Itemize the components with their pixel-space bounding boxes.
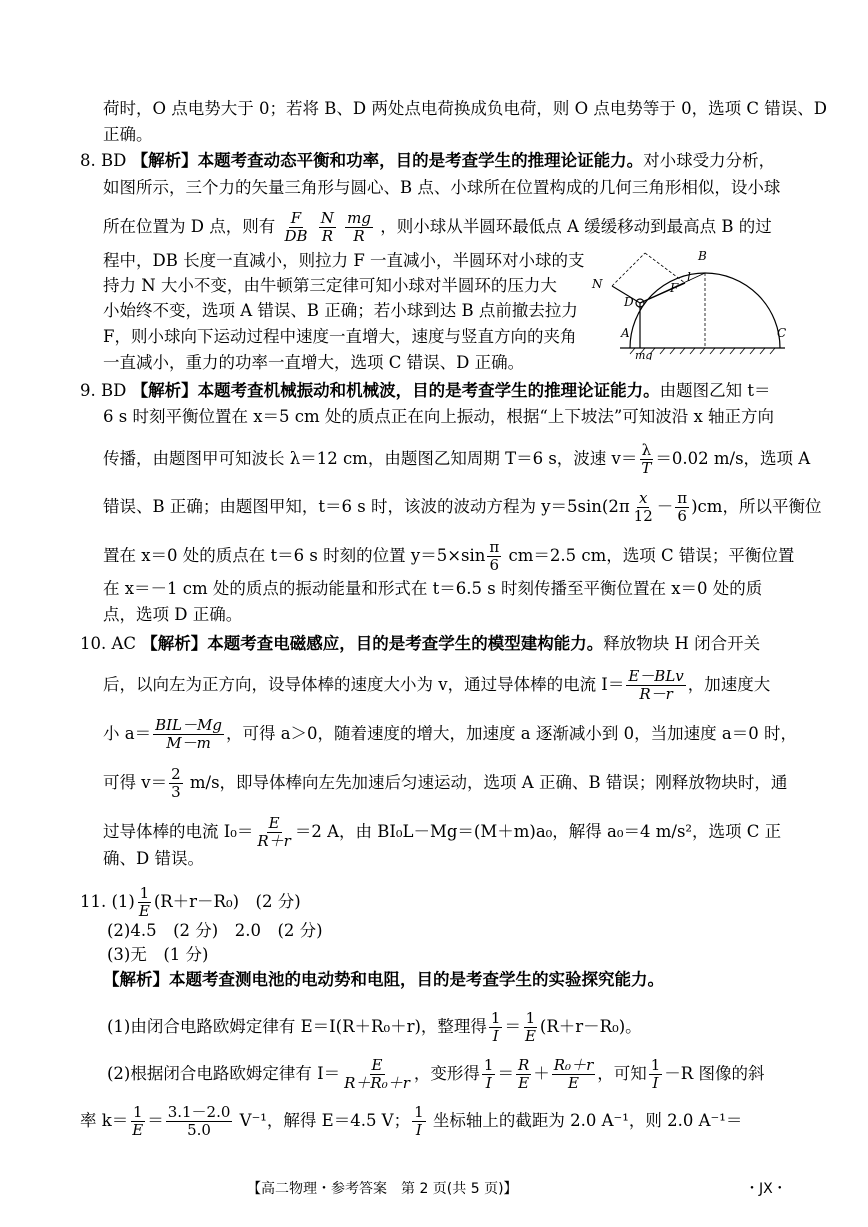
denominator: E bbox=[138, 902, 150, 920]
text-line: 程中，DB 长度一直减小，则拉力 F 一直减小，半圆环对小球的支 bbox=[103, 251, 585, 270]
q11-line3 bbox=[80, 1104, 742, 1139]
q11-answer-1 bbox=[80, 885, 301, 920]
footer-code: ・JX・ bbox=[745, 1181, 787, 1197]
numerator: R₀＋r bbox=[553, 1056, 594, 1074]
fraction bbox=[649, 1057, 663, 1092]
numerator: E bbox=[371, 1056, 383, 1074]
text: 所在位置为 D 点，则有 bbox=[103, 217, 276, 236]
q11-line2 bbox=[107, 1057, 764, 1092]
text: ＝2 A，由 BI₀L－Mg＝(M＋m)a₀，解得 a₀＝4 m/s²，选项 C 正 bbox=[294, 822, 782, 841]
numerator: 1 bbox=[650, 1056, 661, 1074]
q9-line3 bbox=[103, 442, 810, 477]
force-diagram bbox=[590, 248, 790, 360]
fraction bbox=[489, 1010, 503, 1045]
q9-tag: 【解析】本题考查机械振动和机械波，目的是考查学生的推理论证能力。 bbox=[131, 381, 660, 400]
footer-page-info: 【高二物理・参考答案 第 2 页(共 5 页)】 bbox=[247, 1181, 518, 1197]
text: 小 a＝ bbox=[103, 724, 152, 743]
aux-line bbox=[645, 253, 685, 283]
q8-tag: 【解析】本题考查动态平衡和功率，目的是考查学生的推理论证能力。 bbox=[131, 151, 644, 170]
label-C: C bbox=[777, 326, 787, 340]
numerator: x bbox=[638, 489, 648, 507]
label-l: l bbox=[687, 270, 691, 284]
numerator: BIL－Mg bbox=[155, 716, 222, 734]
q10-line5 bbox=[103, 815, 781, 850]
q10-line3 bbox=[103, 717, 797, 752]
text: 坐标轴上的截距为 2.0 A⁻¹，则 2.0 A⁻¹＝ bbox=[427, 1111, 743, 1130]
fraction bbox=[130, 1104, 145, 1139]
q8-number: 8. BD bbox=[80, 151, 127, 170]
denominator: E bbox=[132, 1121, 144, 1139]
text: 11. (1) bbox=[80, 892, 135, 911]
text-line: 正确。 bbox=[103, 125, 153, 144]
fraction bbox=[319, 210, 336, 245]
q11-answer-2: (2)4.5 (2 分) 2.0 (2 分) bbox=[107, 921, 323, 940]
text-line: 一直减小，重力的功率一直增大，选项 C 错误、D 正确。 bbox=[103, 353, 525, 372]
q8-equation-line bbox=[103, 210, 772, 245]
text-line: 持力 N 大小不变，由牛顿第三定律可知小球对半圆环的压力大 bbox=[103, 276, 557, 295]
q8-header bbox=[80, 150, 775, 172]
q9-line4: 错误、B 正确；由题图甲知，t＝6 s 时，该波的波动方程为 y＝5sin(2π $\frac{x}{12}$ － $\frac{\pi}{6}$ )cm，所以平衡位 bbox=[103, 489, 822, 525]
denominator: I bbox=[652, 1074, 659, 1092]
q9-number: 9. BD bbox=[80, 381, 127, 400]
text: 对小球受力分析， bbox=[643, 151, 776, 170]
denominator: 3 bbox=[171, 783, 181, 801]
label-A: A bbox=[621, 326, 630, 340]
denominator: I bbox=[415, 1121, 422, 1139]
denominator: 12 bbox=[633, 507, 653, 525]
denominator: T bbox=[641, 459, 652, 477]
denominator: I bbox=[485, 1074, 492, 1092]
denominator: R－r bbox=[639, 685, 673, 703]
numerator: E bbox=[268, 814, 280, 832]
text-line: 点，选项 D 正确。 bbox=[103, 605, 243, 624]
text: －R 图像的斜 bbox=[664, 1064, 765, 1083]
numerator: 1 bbox=[139, 884, 150, 902]
text: 置在 x＝0 处的质点在 t＝6 s 时刻的位置 y＝5×sin bbox=[103, 546, 486, 565]
text: 释放物块 H 闭合开关 bbox=[603, 634, 761, 653]
denominator: 5.0 bbox=[187, 1121, 211, 1139]
denominator: E bbox=[524, 1027, 536, 1045]
numerator: λ bbox=[641, 441, 652, 459]
numerator: E－BLv bbox=[628, 667, 684, 685]
denominator: R bbox=[321, 227, 333, 245]
label-N: N bbox=[592, 277, 603, 291]
fraction bbox=[523, 1010, 538, 1045]
denominator: I bbox=[492, 1027, 499, 1045]
text-line: 如图所示，三个力的矢量三角形与圆心、B 点、小球所在位置构成的几何三角形相似，设小球 bbox=[103, 178, 781, 197]
fraction bbox=[342, 1057, 412, 1092]
fraction bbox=[169, 766, 183, 801]
numerator: 1 bbox=[132, 1103, 143, 1121]
fraction bbox=[516, 1057, 531, 1092]
text: (2)根据闭合电路欧姆定律有 I＝ bbox=[107, 1064, 341, 1083]
numerator: 2 bbox=[171, 765, 181, 783]
fraction bbox=[552, 1057, 595, 1092]
text: (R＋r－R₀)。 bbox=[539, 1017, 642, 1036]
denominator: R＋r bbox=[257, 832, 291, 850]
numerator: 3.1－2.0 bbox=[167, 1103, 231, 1121]
aux-line bbox=[612, 253, 645, 286]
numerator: π bbox=[489, 538, 500, 556]
text: ＝ bbox=[147, 1111, 164, 1130]
fraction bbox=[675, 490, 689, 525]
q9-line5 bbox=[103, 539, 794, 574]
text: ，可知 bbox=[597, 1064, 647, 1083]
q10-tag: 【解析】本题考查电磁感应，目的是考查学生的模型建构能力。 bbox=[141, 634, 604, 653]
denominator: E bbox=[518, 1074, 530, 1092]
fraction bbox=[282, 210, 309, 245]
numerator: 1 bbox=[525, 1009, 536, 1027]
numerator: F bbox=[290, 209, 302, 227]
numerator: 1 bbox=[414, 1103, 424, 1121]
text: ＝0.02 m/s，选项 A bbox=[655, 449, 811, 468]
q10-number: 10. AC bbox=[80, 634, 137, 653]
denominator: DB bbox=[284, 227, 308, 245]
fraction bbox=[639, 442, 653, 477]
text: )cm，所以平衡位 bbox=[691, 497, 822, 516]
q11-tag: 【解析】本题考查测电池的电动势和电阻，目的是考查学生的实验探究能力。 bbox=[103, 970, 664, 989]
numerator: π bbox=[677, 489, 688, 507]
fraction bbox=[412, 1104, 426, 1139]
text: ，可得 a＞0，随着速度的增大，加速度 a 逐渐减小到 0，当加速度 a＝0 时， bbox=[225, 724, 797, 743]
text: V⁻¹，解得 E＝4.5 V； bbox=[234, 1111, 411, 1130]
fraction bbox=[153, 717, 224, 752]
fraction bbox=[137, 885, 152, 920]
text: ，加速度大 bbox=[687, 675, 771, 694]
denominator: 6 bbox=[489, 556, 500, 574]
q11-line1 bbox=[107, 1010, 642, 1045]
fraction bbox=[487, 539, 501, 574]
q10-header bbox=[80, 633, 760, 655]
text-line: 在 x＝－1 cm 处的质点的振动能量和形式在 t＝6.5 s 时刻传播至平衡位置在 x＝0 处的质 bbox=[103, 579, 763, 598]
denominator: R bbox=[353, 227, 365, 245]
denominator: R＋R₀＋r bbox=[344, 1074, 410, 1092]
text-line: 确、D 错误。 bbox=[103, 849, 204, 868]
q11-answer-3: (3)无 (1 分) bbox=[107, 945, 209, 964]
text: 可得 v＝ bbox=[103, 773, 168, 792]
numerator: N bbox=[320, 209, 334, 227]
fraction bbox=[166, 1104, 233, 1139]
text: ，变形得 bbox=[413, 1064, 480, 1083]
label-F: F bbox=[670, 281, 679, 295]
text: ＋ bbox=[533, 1064, 550, 1083]
text: 传播，由题图甲可知波长 λ＝12 cm，由题图乙知周期 T＝6 s，波速 v＝ bbox=[103, 449, 638, 468]
fraction bbox=[255, 815, 292, 850]
text: ＝ bbox=[504, 1017, 521, 1036]
denominator: E bbox=[568, 1074, 579, 1092]
text: 错误、B 正确；由题图甲知，t＝6 s 时，该波的波动方程为 y＝5sin(2π bbox=[103, 497, 630, 516]
fraction bbox=[345, 210, 373, 245]
denominator: 6 bbox=[677, 507, 687, 525]
text-line: 荷时，O 点电势大于 0；若将 B、D 两处点电荷换成负电荷，则 O 点电势等于 0，选项 C 错误、D bbox=[103, 99, 827, 118]
text: 率 k＝ bbox=[80, 1111, 129, 1130]
q10-line2 bbox=[103, 668, 770, 703]
label-mg: mg bbox=[635, 349, 653, 360]
text: 由题图乙知 t＝ bbox=[659, 381, 771, 400]
text: cm＝2.5 cm，选项 C 错误；平衡位置 bbox=[503, 546, 795, 565]
numerator: 1 bbox=[490, 1009, 501, 1027]
fraction bbox=[482, 1057, 496, 1092]
denominator: M－m bbox=[166, 734, 211, 752]
text-line: 小始终不变，选项 A 错误、B 正确；若小球到达 B 点前撤去拉力 bbox=[103, 301, 578, 320]
label-B: B bbox=[698, 249, 707, 263]
q10-line4 bbox=[103, 766, 787, 801]
text-line: F，则小球向下运动过程中速度一直增大，速度与竖直方向的夹角 bbox=[103, 327, 577, 346]
text: ＝ bbox=[497, 1064, 514, 1083]
text: 后，以向左为正方向，设导体棒的速度大小为 v，通过导体棒的电流 I＝ bbox=[103, 675, 625, 694]
text: (1)由闭合电路欧姆定律有 E＝I(R＋R₀＋r)，整理得 bbox=[107, 1017, 487, 1036]
q9-header bbox=[80, 380, 770, 402]
numerator: mg bbox=[347, 209, 371, 227]
fraction bbox=[632, 490, 655, 525]
text: m/s，即导体棒向左先加速后匀速运动，选项 A 正确、B 错误；刚释放物块时，通 bbox=[184, 773, 788, 792]
numerator: R bbox=[517, 1056, 530, 1074]
text: ，则小球从半圆环最低点 A 缓缓移动到最高点 B 的过 bbox=[380, 217, 772, 236]
label-D: D bbox=[624, 295, 634, 309]
text-line: 6 s 时刻平衡位置在 x＝5 cm 处的质点正在向上振动，根据“上下坡法”可知波沿 x 轴正方向 bbox=[103, 407, 775, 426]
numerator: 1 bbox=[483, 1056, 494, 1074]
fraction bbox=[626, 668, 685, 703]
text: 过导体棒的电流 I₀＝ bbox=[103, 822, 254, 841]
text: (R＋r－R₀) (2 分) bbox=[153, 892, 301, 911]
